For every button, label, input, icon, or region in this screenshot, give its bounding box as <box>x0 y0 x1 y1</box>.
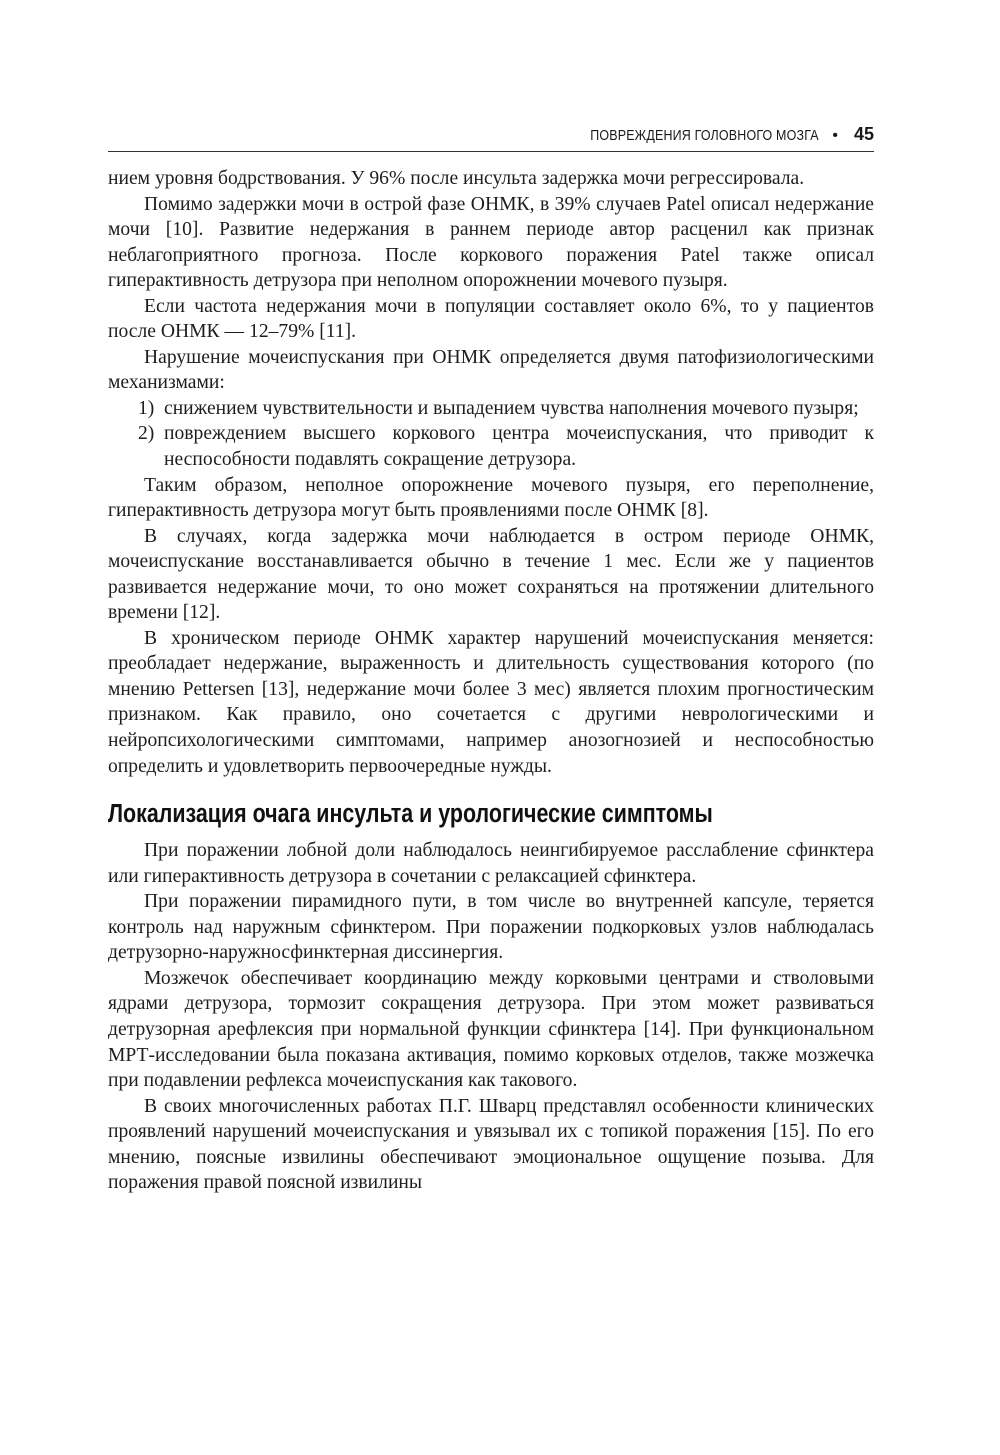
paragraph: Нарушение мочеиспускания при ОНМК определяется двумя патофизиологическими механизмами: <box>108 346 874 394</box>
paragraph: нием уровня бодрствования. У 96% после инсульта задержка мочи регрессировала. <box>108 168 805 189</box>
header-bullet: • <box>832 127 838 144</box>
list-marker: 2) <box>138 423 155 445</box>
paragraph: Мозжечок обеспечивает координацию между корковыми центрами и стволовыми ядрами детрузора, тормозит сокращения детрузора. При этом может развиваться детрузорная арефлексия при нормальной функции сфинктера [14]. При функциональном МРТ-исследовании была показана активация, помимо корковых отделов, также мозжечка при подавлении рефлекса мочеиспускания как такового. <box>108 967 874 1092</box>
list-item-text: снижением чувствительности и выпадением чувства наполнения мочевого пузыря; <box>164 397 859 419</box>
header-rule <box>108 151 874 152</box>
page-number: 45 <box>853 124 874 144</box>
list-marker: 1) <box>138 397 155 419</box>
list-item <box>108 396 874 422</box>
mechanism-list <box>108 396 874 473</box>
paragraph: В хроническом периоде ОНМК характер нарушений мочеиспускания меняется: преобладает недержание, выраженность и длительность существования которого (по мнению Pettersen [13], недержание мочи более 3 мес) является плохим прогностическим признаком. Как правило, оно сочетается с другими неврологическими и нейропсихологическими симптомами, например анозогнозией и неспособностью определить и удовлетворить первоочередные нужды. <box>108 627 874 777</box>
paragraph: При поражении пирамидного пути, в том числе во внутренней капсуле, теряется контроль над наружным сфинктером. При поражении подкорковых узлов наблюдалась детрузорно-наружносфинктерная диссинергия. <box>108 891 874 964</box>
list-item-text: повреждением высшего коркового центра мочеиспускания, что приводит к неспособности подавлять сокращение детрузора. <box>164 423 874 471</box>
list-item <box>108 421 874 472</box>
section-heading: Локализация очага инсульта и урологические симптомы <box>108 800 713 829</box>
running-title: ПОВРЕЖДЕНИЯ ГОЛОВНОГО МОЗГА <box>589 128 819 144</box>
paragraph: Помимо задержки мочи в острой фазе ОНМК, в 39% случаев Patel описал недержание мочи [10]. Развитие недержания в раннем периоде автор расценил как признак неблагоприятного прогноза. После коркового поражения Patel также описал гиперактивность детрузора при неполном опорожнении мочевого пузыря. <box>108 193 874 292</box>
running-header <box>108 124 874 145</box>
paragraph: Если частота недержания мочи в популяции составляет около 6%, то у пациентов после ОНМК — 12–79% [11]. <box>108 295 874 343</box>
paragraph: В своих многочисленных работах П.Г. Шварц представлял особенности клинических проявлений нарушений мочеиспускания и увязывал их с топикой поражения [15]. По его мнению, поясные извилины обеспечивают эмоциональное ощущение позыва. Для поражения правой поясной извилины <box>108 1095 874 1194</box>
paragraph: В случаях, когда задержка мочи наблюдается в остром периоде ОНМК, мочеиспускание восстанавливается обычно в течение 1 мес. Если же у пациентов развивается недержание мочи, то оно может сохраняться на протяжении длительного времени [12]. <box>108 525 874 624</box>
body-text <box>108 166 874 1196</box>
paragraph: Таким образом, неполное опорожнение мочевого пузыря, его переполнение, гиперактивность детрузора могут быть проявлениями после ОНМК [8]. <box>108 474 874 522</box>
paragraph: При поражении лобной доли наблюдалось неингибируемое расслабление сфинктера или гиперактивность детрузора в сочетании с релаксацией сфинктера. <box>108 840 874 887</box>
